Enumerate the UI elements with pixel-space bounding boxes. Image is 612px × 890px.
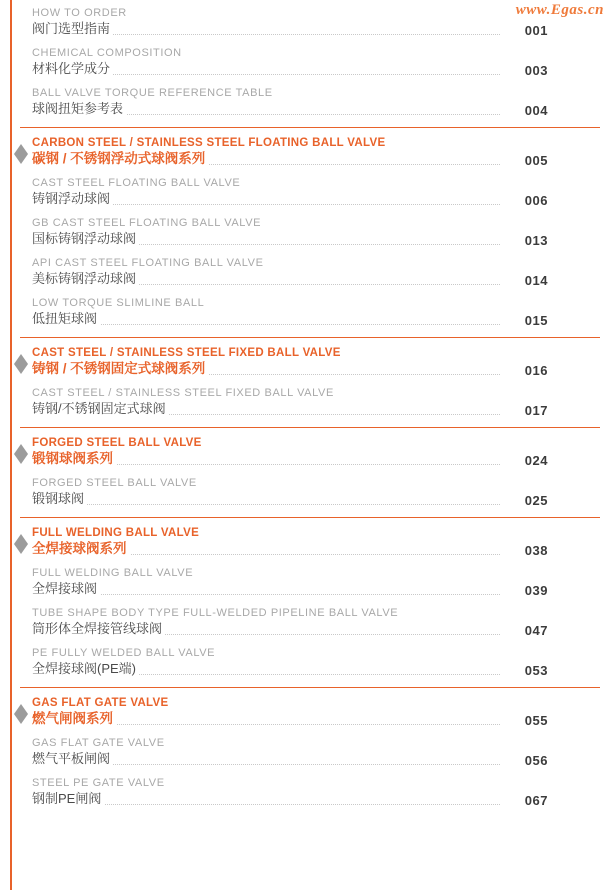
entry-title-row [32, 400, 548, 419]
entry-title-cn: 国标铸钢浮动球阀 [32, 230, 139, 247]
entry-title-en: FULL WELDING BALL VALVE [32, 527, 200, 539]
entry-title-row [32, 100, 548, 119]
entry-title-row [32, 790, 548, 809]
contents-entry[interactable] [32, 566, 600, 599]
entry-title-row [32, 270, 548, 289]
entry-title-en: HOW TO ORDER [32, 7, 127, 19]
entry-title-en: PE FULLY WELDED BALL VALVE [32, 647, 216, 659]
contents-section-entry[interactable] [32, 136, 600, 169]
contents-list [20, 0, 600, 816]
entry-title-cn: 铸钢 / 不锈钢固定式球阀系列 [32, 360, 208, 377]
entry-title-cn: 锻钢球阀系列 [32, 450, 116, 467]
entry-page-number: 004 [500, 103, 548, 118]
entry-title-row [32, 540, 548, 559]
entry-title-cn: 筒形体全焊接管线球阀 [32, 620, 165, 637]
left-accent-rule [10, 0, 12, 890]
entry-page-number: 003 [500, 63, 548, 78]
entry-title-cn: 球阀扭矩参考表 [32, 100, 126, 117]
entry-page-number: 016 [500, 363, 548, 378]
entry-title-cn: 全焊接球阀(PE端) [32, 660, 139, 677]
entry-title-row [32, 620, 548, 639]
entry-title-cn: 全焊接球阀系列 [32, 540, 130, 557]
contents-entry[interactable] [32, 176, 600, 209]
contents-entry[interactable] [32, 216, 600, 249]
entry-title-en: GB CAST STEEL FLOATING BALL VALVE [32, 217, 262, 229]
contents-section-entry[interactable] [32, 696, 600, 729]
contents-group [20, 517, 600, 679]
entry-title-en: FORGED STEEL BALL VALVE [32, 437, 202, 449]
leader-dots [32, 594, 548, 595]
entry-title-en: API CAST STEEL FLOATING BALL VALVE [32, 257, 264, 269]
entry-title-en: CAST STEEL / STAINLESS STEEL FIXED BALL VALVE [32, 387, 334, 399]
entry-page-number: 055 [500, 713, 548, 728]
diamond-bullet-icon [14, 534, 28, 544]
entry-page-number: 038 [500, 543, 548, 558]
entry-title-cn: 燃气平板闸阀 [32, 750, 113, 767]
contents-entry[interactable] [32, 476, 600, 509]
entry-page-number: 024 [500, 453, 548, 468]
diamond-bullet-icon [14, 144, 28, 154]
entry-title-row [32, 580, 548, 599]
contents-section-entry[interactable] [32, 346, 600, 379]
entry-title-en: TUBE SHAPE BODY TYPE FULL-WELDED PIPELINE BALL VALVE [32, 607, 399, 619]
entry-title-row [32, 490, 548, 509]
contents-entry[interactable] [32, 386, 600, 419]
diamond-bullet-icon [14, 704, 28, 714]
leader-dots [32, 504, 548, 505]
entry-title-cn: 钢制PE闸阀 [32, 790, 104, 807]
entry-page-number: 006 [500, 193, 548, 208]
contents-entry[interactable] [32, 296, 600, 329]
leader-dots [32, 804, 548, 805]
entry-title-row [32, 20, 548, 39]
entry-title-cn: 碳钢 / 不锈钢浮动式球阀系列 [32, 150, 208, 167]
entry-title-cn: 美标铸钢浮动球阀 [32, 270, 139, 287]
diamond-bullet-icon [14, 354, 28, 364]
entry-title-en: STEEL PE GATE VALVE [32, 777, 165, 789]
entry-title-row [32, 660, 548, 679]
entry-title-row [32, 150, 548, 169]
contents-entry[interactable] [32, 6, 600, 39]
entry-title-en: CHEMICAL COMPOSITION [32, 47, 182, 59]
entry-title-cn: 铸钢/不锈钢固定式球阀 [32, 400, 169, 417]
diamond-bullet-icon [14, 444, 28, 454]
entry-title-row [32, 60, 548, 79]
entry-page-number: 005 [500, 153, 548, 168]
entry-title-en: GAS FLAT GATE VALVE [32, 697, 169, 709]
entry-title-en: CAST STEEL / STAINLESS STEEL FIXED BALL VALVE [32, 347, 341, 359]
contents-entry[interactable] [32, 256, 600, 289]
entry-title-en: LOW TORQUE SLIMLINE BALL [32, 297, 205, 309]
entry-title-en: FULL WELDING BALL VALVE [32, 567, 194, 579]
entry-page-number: 039 [500, 583, 548, 598]
contents-entry[interactable] [32, 776, 600, 809]
entry-page-number: 025 [500, 493, 548, 508]
entry-title-row [32, 190, 548, 209]
entry-page-number: 067 [500, 793, 548, 808]
entry-title-en: CAST STEEL FLOATING BALL VALVE [32, 177, 241, 189]
contents-group [20, 6, 600, 119]
contents-group [20, 337, 600, 419]
entry-title-cn: 锻钢球阀 [32, 490, 87, 507]
entry-title-en: FORGED STEEL BALL VALVE [32, 477, 197, 489]
entry-title-row [32, 230, 548, 249]
contents-group [20, 687, 600, 809]
contents-entry[interactable] [32, 646, 600, 679]
contents-section-entry[interactable] [32, 436, 600, 469]
site-watermark: www.Egas.cn [515, 2, 604, 18]
contents-section-entry[interactable] [32, 526, 600, 559]
entry-page-number: 014 [500, 273, 548, 288]
entry-page-number: 013 [500, 233, 548, 248]
entry-title-cn: 燃气闸阀系列 [32, 710, 116, 727]
entry-title-en: GAS FLAT GATE VALVE [32, 737, 165, 749]
entry-title-row [32, 450, 548, 469]
contents-group [20, 427, 600, 509]
entry-title-en: BALL VALVE TORQUE REFERENCE TABLE [32, 87, 273, 99]
entry-page-number: 053 [500, 663, 548, 678]
entry-page-number: 015 [500, 313, 548, 328]
leader-dots [32, 324, 548, 325]
contents-groups [20, 6, 600, 809]
entry-title-en: CARBON STEEL / STAINLESS STEEL FLOATING BALL VALVE [32, 137, 386, 149]
entry-title-cn: 低扭矩球阀 [32, 310, 100, 327]
contents-entry[interactable] [32, 46, 600, 79]
entry-title-row [32, 750, 548, 769]
contents-group [20, 127, 600, 329]
entry-title-row [32, 310, 548, 329]
entry-title-cn: 铸钢浮动球阀 [32, 190, 113, 207]
entry-page-number: 056 [500, 753, 548, 768]
entry-title-cn: 阀门选型指南 [32, 20, 113, 37]
contents-entry[interactable] [32, 606, 600, 639]
entry-page-number: 017 [500, 403, 548, 418]
entry-title-cn: 材料化学成分 [32, 60, 113, 77]
entry-title-row [32, 360, 548, 379]
entry-title-cn: 全焊接球阀 [32, 580, 100, 597]
entry-page-number: 001 [500, 23, 548, 38]
entry-page-number: 047 [500, 623, 548, 638]
contents-entry[interactable] [32, 86, 600, 119]
contents-entry[interactable] [32, 736, 600, 769]
entry-title-row [32, 710, 548, 729]
